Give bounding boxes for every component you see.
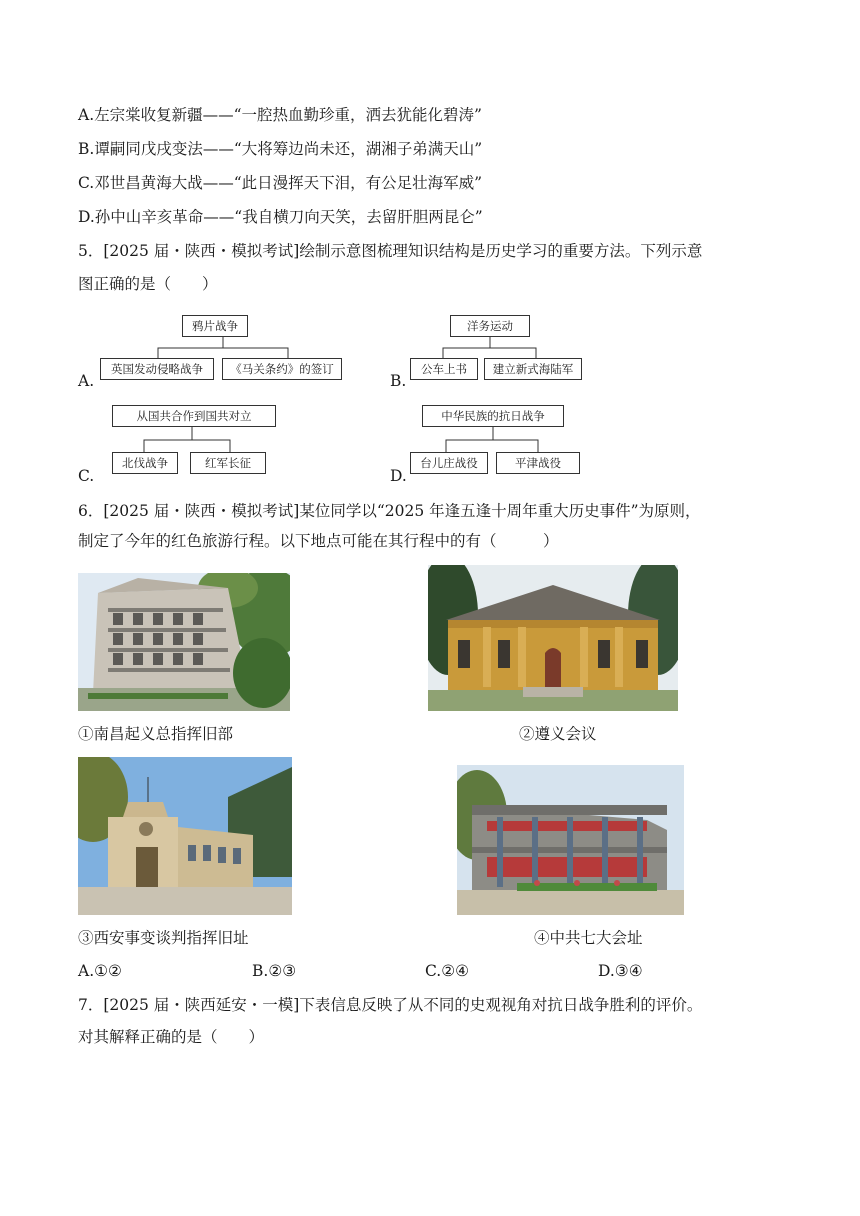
q5-c-left-box: 北伐战争 [112, 452, 178, 474]
q5-d-top-box: 中华民族的抗日战争 [422, 405, 564, 427]
q5-option-c-label: C. [78, 467, 95, 485]
q5-option-a-diagram [98, 312, 348, 384]
q4-option-d: D.孙中山辛亥革命——“我自横刀向天笑，去留肝胆两昆仑” [78, 208, 483, 226]
caption-2: ②遵义会议 [519, 725, 597, 743]
q5-b-top-box: 洋务运动 [450, 315, 530, 337]
q5-option-b-diagram [408, 312, 588, 384]
q5-option-c-diagram [110, 402, 280, 478]
q5-stem-line1: 5．[2025 届・陕西・模拟考试]绘制示意图梳理知识结构是历史学习的重要方法。下列示意 [78, 242, 703, 260]
q6-answer-c: C.②④ [425, 962, 470, 980]
q5-b-right-box: 建立新式海陆军 [484, 358, 582, 380]
q5-option-a-label: A. [78, 372, 95, 390]
q5-option-d-label: D. [390, 467, 407, 485]
seventh-congress-photo [457, 765, 684, 915]
q6-stem-line2: 制定了今年的红色旅游行程。以下地点可能在其行程中的有（ ） [78, 532, 559, 550]
q5-b-left-box: 公车上书 [410, 358, 478, 380]
caption-3: ③西安事变谈判指挥旧址 [78, 929, 249, 947]
caption-4: ④中共七大会址 [534, 929, 643, 947]
q6-answer-d: D.③④ [598, 962, 643, 980]
q7-stem-line1: 7．[2025 届・陕西延安・一模]下表信息反映了从不同的史观视角对抗日战争胜利的评价。 [78, 996, 703, 1014]
nanchang-building-photo [78, 573, 290, 711]
q4-option-a: A.左宗棠收复新疆——“一腔热血勤珍重，洒去犹能化碧涛” [78, 106, 482, 124]
q5-stem-line2: 图正确的是（ ） [78, 275, 218, 293]
q6-answer-a: A.①② [78, 962, 122, 980]
caption-1: ①南昌起义总指挥旧部 [78, 725, 234, 743]
q6-answer-b: B.②③ [252, 962, 297, 980]
q5-d-right-box: 平津战役 [496, 452, 580, 474]
q5-option-d-diagram [408, 402, 588, 478]
zunyi-building-photo [428, 565, 678, 711]
q6-stem-line1: 6．[2025 届・陕西・模拟考试]某位同学以“2025 年逢五逢十周年重大历史事件”为原则， [78, 502, 701, 520]
q5-option-b-label: B. [390, 372, 407, 390]
q5-d-left-box: 台儿庄战役 [410, 452, 488, 474]
q5-a-right-box: 《马关条约》的签订 [222, 358, 342, 380]
q5-a-top-box: 鸦片战争 [182, 315, 248, 337]
q4-option-c: C.邓世昌黄海大战——“此日漫挥天下泪，有公足壮海军威” [78, 174, 483, 192]
q7-stem-line2: 对其解释正确的是（ ） [78, 1028, 265, 1046]
q5-c-right-box: 红军长征 [190, 452, 266, 474]
q4-option-b: B.谭嗣同戊戌变法——“大将筹边尚未还，湖湘子弟满天山” [78, 140, 483, 158]
q5-a-left-box: 英国发动侵略战争 [100, 358, 214, 380]
xian-building-photo [78, 757, 292, 915]
q5-c-top-box: 从国共合作到国共对立 [112, 405, 276, 427]
